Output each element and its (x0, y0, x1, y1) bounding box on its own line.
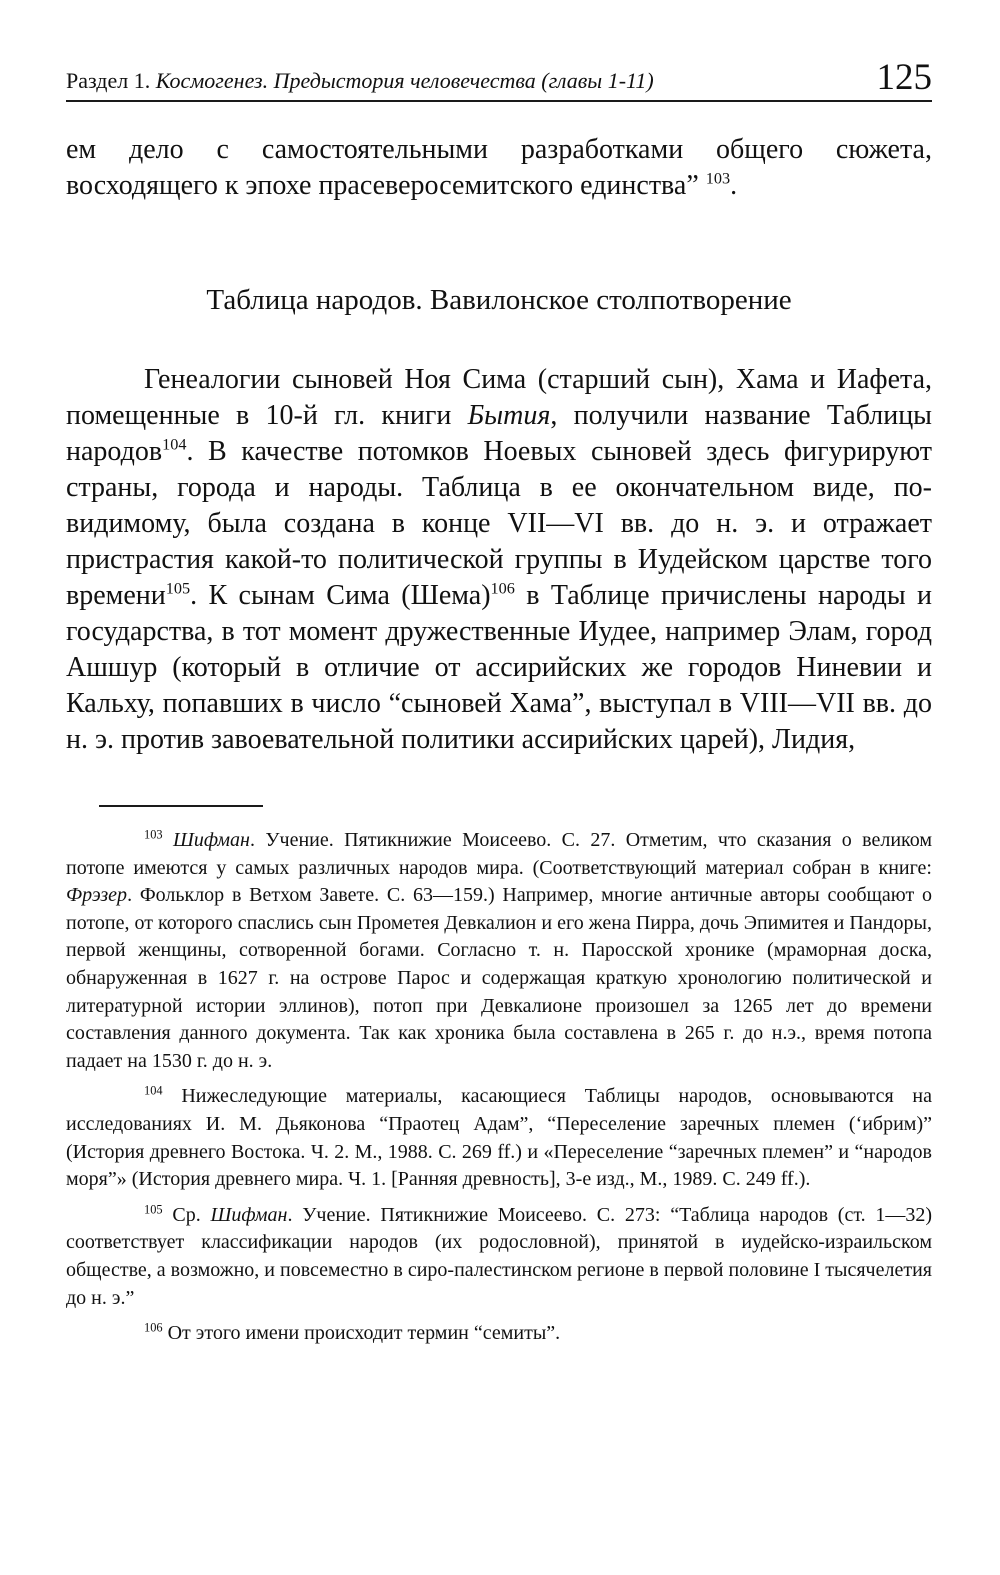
footnote-number: 104 (144, 1083, 163, 1098)
paragraph-part-3: . В качестве потомков Ноевых сыновей здесь фигурируют страны, города и народы. Таблица в ее окончательном виде, по-видимому, была создана в конце VII—VI вв. до н. э. и отражает пристрастия какой-то политической группы в Иудейском царстве того времени (66, 436, 932, 611)
footnote-text: . Учение. Пятикнижие Моисеево. С. 27. Отметим, что сказания о великом потопе имеются у самых различных народов мира. (Соответствующий материал собран в книге: (66, 829, 933, 879)
paragraph-part-2: , получили название Таблицы народов (66, 400, 932, 467)
paragraph-part-5: в Таблице причислены народы и государства, в тот момент дружественные Иудее, например Элам, город Ашшур (который в отличие от ассирийских же городов Ниневии и Кальху, попавших в число “сыновей Хама”, выступал в VIII—VII вв. до н. э. против завоевательной политики ассирийских царей), Лидия, (66, 580, 932, 755)
footnote-text: От этого имени происходит термин “семиты”. (162, 1322, 561, 1345)
running-header (66, 48, 932, 102)
running-header-title (66, 68, 654, 100)
footnote-text-2: . Фольклор в Ветхом Завете. С. 63—159.) Например, многие античные авторы сообщают о потопе, от которого спаслись сын Прометея Девкалион и его жена Пирра, дочь Эпимитея и Пандоры, первой женщины, сотворенной богами. Согласно т. н. Паросской хронике (мраморная доска, обнаруженная в 1627 г. на острове Парос и содержащая краткую хронологию политической и литературной истории эллинов), потоп при Девкалионе произошел за 1265 лет до времени составления данного документа. Так как хроника была составлена в 265 г. до н.э., время потопа падает на 1530 г. до н. э. (66, 884, 932, 1072)
footnote-text: Нижеследующие материалы, касающиеся Таблицы народов, основываются на исследованиях И. М. Дьяконова “Праотец Адам”, “Переселение заречных племен (‘ибрим)” (История древнего Востока. Ч. 2. М., 1988. С. 269 ff.) и «Переселение “заречных племен” и “народов моря”» (История древнего мира. Ч. 1. [Ранняя древность], 3-е изд., М., 1989. С. 249 ff.). (66, 1085, 932, 1191)
paragraph-part-4: . К сынам Сима (Шема) (190, 580, 491, 611)
section-title-italic: Космогенез. Предыстория человечества (главы 1-11) (155, 68, 654, 93)
footnote-author-2: Фрэзер (66, 884, 128, 907)
footnote-106 (66, 1320, 932, 1348)
footnote-author: Шифман (172, 829, 250, 851)
footnote-author: Шифман (210, 1203, 288, 1226)
footnote-number: 106 (144, 1320, 163, 1335)
footnote-divider (99, 805, 263, 807)
page-number: 125 (876, 57, 932, 98)
footnote-number: 103 (144, 827, 163, 842)
book-page (66, 48, 932, 1356)
footnote-ref-106: 106 (490, 579, 515, 598)
intro-end: . (730, 170, 738, 201)
footnote-number: 105 (144, 1202, 163, 1217)
intro-paragraph (66, 132, 932, 204)
book-title: Бытия (467, 400, 551, 431)
footnote-text: . Учение. Пятикнижие Моисеево. С. 273: “Таблица народов (ст. 1—32) соответствует классификации народов (их родословной), принятой в иудейско-израильском обществе, а возможно, и повсеместно в сиро-палестинском регионе в первой половине I тысячелетия до н. э.” (66, 1203, 933, 1309)
footnote-prefix: Ср. (162, 1203, 211, 1226)
paragraph-part-1: Генеалогии сыновей Ноя Сима (старший сын), Хама и Иафета, помещенные в 10-й гл. книги (66, 364, 932, 431)
footnote-104 (66, 1083, 932, 1193)
footnote-105 (66, 1202, 932, 1312)
section-heading: Таблица народов. Вавилонское столпотворение (206, 284, 792, 316)
intro-text: ем дело с самостоятельными разработками общего сюжета, восходящего к эпохе прасеверосемитского единства” (66, 134, 932, 201)
footnote-ref-105: 105 (165, 579, 191, 598)
section-label: Раздел 1. (66, 68, 151, 93)
body-paragraph (66, 362, 932, 758)
footnote-ref-104: 104 (162, 435, 187, 454)
footnote-103 (66, 827, 932, 1075)
footnote-ref-103: 103 (705, 169, 731, 188)
